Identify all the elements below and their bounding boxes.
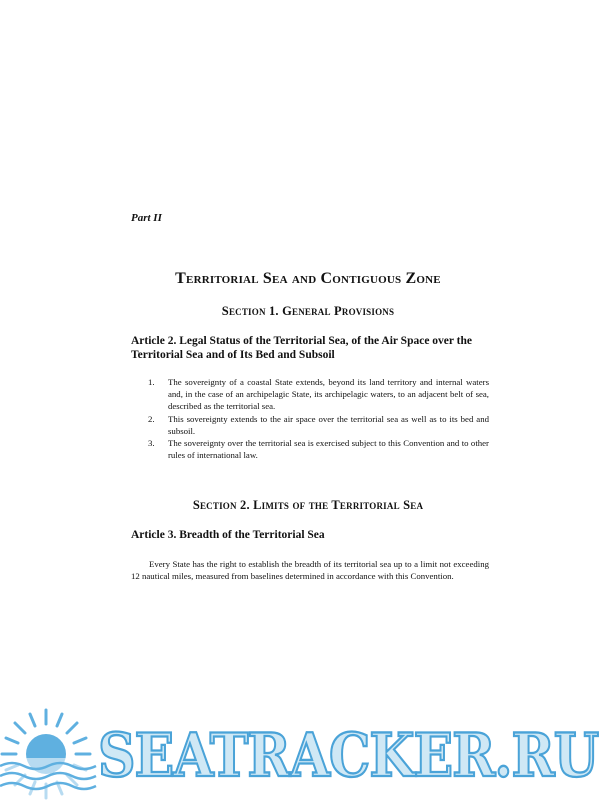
list-item-text: The sovereignty over the territorial sea is exercised subject to this Convention and to other rules of international law. — [168, 438, 489, 461]
list-item-text: The sovereignty of a coastal State extends, beyond its land territory and internal waters and, in the case of an archipelagic State, its archipelagic waters, to an adjacent belt of sea, described as the territorial sea. — [168, 377, 489, 412]
part-title: Territorial Sea and Contiguous Zone — [175, 270, 441, 287]
article-2-heading: Article 2. Legal Status of the Territorial Sea, of the Air Space over the Territorial Sea and of Its Bed and Subsoil — [131, 335, 473, 361]
list-item — [148, 376, 489, 413]
article-3-paragraph: Every State has the right to establish the breadth of its territorial sea up to a limit not exceeding 12 nautical miles, measured from baselines determined in accordance with this Convention. — [131, 559, 489, 582]
article-3-heading: Article 3. Breadth of the Territorial Sea — [131, 529, 325, 541]
list-item — [148, 437, 489, 461]
article-2-list — [148, 376, 489, 461]
list-item — [148, 413, 489, 437]
section-1-title: Section 1. General Provisions — [221, 304, 395, 318]
list-item-number: 2. — [148, 413, 155, 424]
sun-icon — [0, 710, 96, 802]
section-2-title: Section 2. Limits of the Territorial Sea — [192, 498, 424, 512]
list-item-number: 1. — [148, 377, 155, 387]
list-item-number: 3. — [148, 438, 155, 449]
list-item-text: This sovereignty extends to the air space over the territorial sea as well as to its bed and subsoil. — [168, 413, 489, 436]
watermark-text: SEATRACKER.RU — [98, 720, 599, 791]
part-label: Part II — [131, 212, 162, 224]
